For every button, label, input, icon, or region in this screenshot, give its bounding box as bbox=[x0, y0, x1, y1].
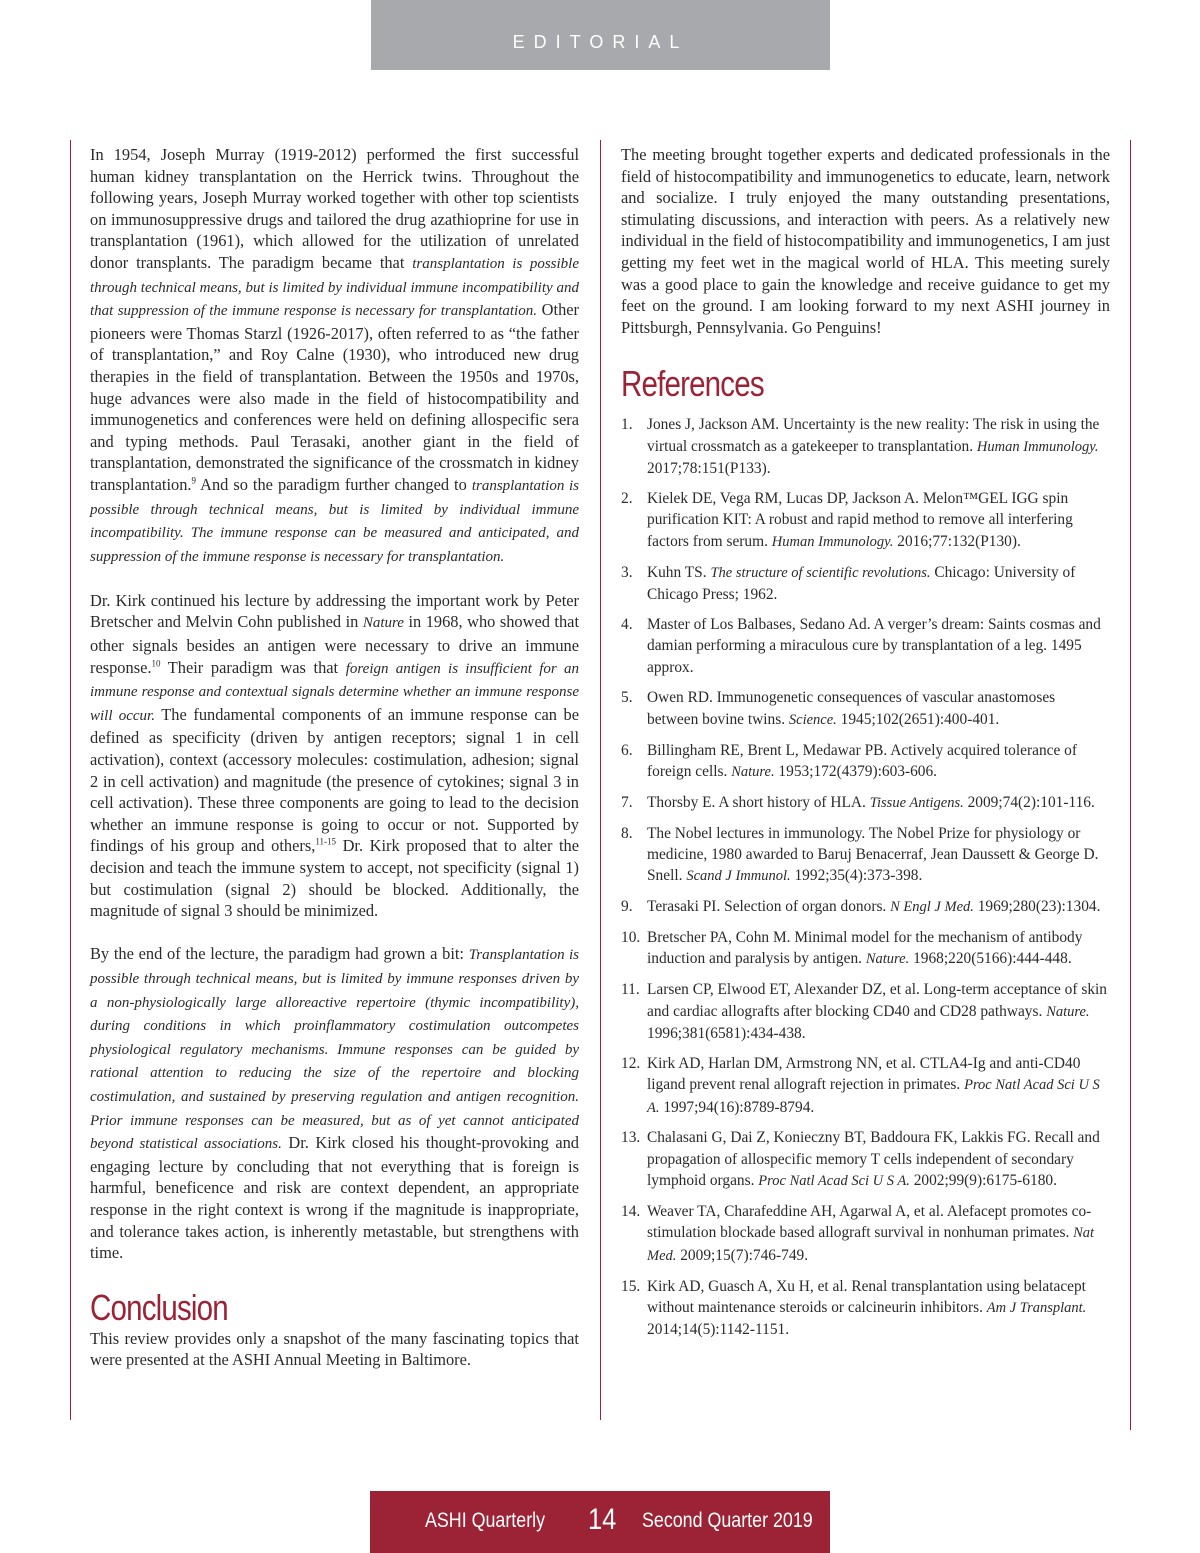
reference-item bbox=[621, 1127, 1110, 1192]
reference-number: 14. bbox=[621, 1203, 641, 1221]
reference-item bbox=[621, 562, 1110, 606]
reference-number: 11. bbox=[621, 981, 640, 999]
reference-number: 8. bbox=[621, 824, 633, 842]
reference-number: 13. bbox=[621, 1129, 641, 1147]
reference-number: 15. bbox=[621, 1277, 641, 1295]
reference-text: Owen RD. Immunogenetic consequences of vascular anastomoses between bovine twins. Science. 1945;102(2651):400-401. bbox=[647, 689, 1056, 728]
reference-number: 2. bbox=[621, 489, 633, 507]
reference-item bbox=[621, 979, 1110, 1044]
reference-number: 10. bbox=[621, 928, 641, 946]
reference-number: 5. bbox=[621, 689, 633, 707]
reference-number: 4. bbox=[621, 615, 633, 633]
right-column bbox=[621, 144, 1110, 1349]
reference-number: 1. bbox=[621, 416, 633, 434]
reference-text: The Nobel lectures in immunology. The Nobel Prize for physiology or medicine, 1980 awarded to Baruj Benacerraf, Jean Daussett & George D. Snell. Scand J Immunol. 1992;35(4):373-398. bbox=[647, 824, 1099, 885]
reference-item bbox=[621, 614, 1110, 679]
left-column-rule bbox=[70, 140, 71, 1420]
reference-item bbox=[621, 740, 1110, 784]
publication-name: ASHI Quarterly bbox=[425, 1509, 546, 1532]
issue-date: Second Quarter 2019 bbox=[642, 1509, 813, 1532]
reference-number: 3. bbox=[621, 563, 633, 581]
reference-text: Larsen CP, Elwood ET, Alexander DZ, et al. Long-term acceptance of skin and cardiac allografts after blocking CD40 and CD28 pathways. Nature. 1996;381(6581):434-438. bbox=[647, 981, 1107, 1042]
reference-item bbox=[621, 896, 1110, 918]
reference-item bbox=[621, 488, 1110, 553]
reference-text: Bretscher PA, Cohn M. Minimal model for the mechanism of antibody induction and paralysis by antigen. Nature. 1968;220(5166):444-448. bbox=[647, 928, 1083, 968]
reference-number: 12. bbox=[621, 1054, 641, 1072]
left-column bbox=[90, 144, 579, 1371]
reference-item bbox=[621, 1276, 1110, 1341]
reference-text: Kirk AD, Harlan DM, Armstrong NN, et al. CTLA4-Ig and anti-CD40 ligand prevent renal allograft rejection in primates. Proc Natl Acad Sci U S A. 1997;94(16):8789-8794. bbox=[647, 1054, 1100, 1116]
conclusion-heading: Conclusion bbox=[90, 1286, 228, 1328]
reference-number: 6. bbox=[621, 741, 633, 759]
paragraph-history: In 1954, Joseph Murray (1919-2012) performed the first successful human kidney transplantation on the Herrick twins. Throughout the following years, Joseph Murray worked together with other top scientists on immunosuppressive drugs and tailored the drug azathioprine for use in transplantation (1961), which allowed for the utilization of unrelated donor transplants. The paradigm became that transplantation is possible through technical means, but is limited by individual immune incompatibility and that suppression of the immune response is necessary for transplantation. Other pioneers were Thomas Starzl (1926-2017), often referred to as “the father of transplantation,” and Roy Calne (1930), who introduced new drug therapies in the field of transplantation. Between the 1950s and 1970s, huge advances were also made in the field of histocompatibility and immunogenetics and conferences were held on defining allospecific sera and typing methods. Paul Terasaki, another giant in the field of transplantation, demonstrated the significance of the crossmatch in kidney transplantation.$^9$ And so the paradigm further changed to transplantation is possible through technical means, but is limited by individual immune incompatibility. The immune response can be measured and anticipated, and suppression of the immune response is necessary for transplantation. bbox=[90, 145, 580, 565]
paragraph-paradigm-growth: By the end of the lecture, the paradigm had grown a bit: Transplantation is possible through technical means, but is limited by immune responses driven by a non-physiologically large alloreactive repertoire (thymic incompatibility), during conditions in which proinflammatory costimulation outcompetes physiological regulatory mechanisms. Immune responses can be guided by rational attention to reducing the size of the repertoire and blocking costimulation, and sustained by preserving regulation and antigen recognition. Prior immune responses can be measured, but as of yet cannot anticipated beyond statistical associations. Dr. Kirk closed his thought-provoking and engaging lecture by concluding that not everything that is foreign is harmful, beneficence and risk are context dependent, an appropriate response in the right context is wrong if the magnitude is inappropriate, and tolerance takes action, is inherently metastable, but strengthens with time. bbox=[90, 944, 579, 1263]
reference-text: Kirk AD, Guasch A, Xu H, et al. Renal transplantation using belatacept without maintenance steroids or calcineurin inhibitors. Am J Transplant. 2014;14(5):1142-1151. bbox=[647, 1277, 1087, 1339]
reference-number: 9. bbox=[621, 898, 633, 916]
reference-text: Jones J, Jackson AM. Uncertainty is the new reality: The risk in using the virtual crossmatch as a gatekeeper to transplantation. Human Immunology. 2017;78:151(P133). bbox=[647, 416, 1100, 478]
reference-text: Thorsby E. A short history of HLA. Tissue Antigens. 2009;74(2):101-116. bbox=[647, 793, 1095, 811]
reference-text: Kielek DE, Vega RM, Lucas DP, Jackson A. Melon™GEL IGG spin purification KIT: A robust and rapid method to remove all interfering factors from serum. Human Immunology. 2016;77:132(P130). bbox=[647, 489, 1073, 550]
reference-item bbox=[621, 687, 1110, 731]
reference-item bbox=[621, 823, 1110, 888]
reference-text: Terasaki PI. Selection of organ donors. N Engl J Med. 1969;280(23):1304. bbox=[647, 898, 1101, 916]
references-list bbox=[621, 414, 1110, 1341]
section-label: EDITORIAL bbox=[512, 31, 689, 52]
conclusion-paragraph: This review provides only a snapshot of the many fascinating topics that were presented at the ASHI Annual Meeting in Baltimore. bbox=[90, 1328, 579, 1370]
reference-text: Billingham RE, Brent L, Medawar PB. Actively acquired tolerance of foreign cells. Nature. 1953;172(4379):603-606. bbox=[647, 741, 1077, 780]
center-column-rule bbox=[600, 140, 601, 1420]
paragraph-kirk-lecture: Dr. Kirk continued his lecture by addressing the important work by Peter Bretscher and Melvin Cohn published in Nature in 1968, who showed that other signals besides an antigen were necessary to drive an immune response.$^{10}$ Their paradigm was that foreign antigen is insufficient for an immune response and contextual signals determine whether an immune response will occur. The fundamental components of an immune response can be defined as specificity (driven by antigen receptors; signal 1 in cell activation), context (accessory molecules: costimulation, adhesion; signal 2 in cell activation) and magnitude (the presence of cytokines; signal 3 in cell activation). These three components are going to lead to the decision whether an immune response is going to occur or not. Supported by findings of his group and others,$^{11-15}$ Dr. Kirk proposed that to alter the decision and teach the immune system to accept, not specificity (signal 1) but costimulation (signal 2) should be blocked. Additionally, the magnitude of signal 3 should be minimized. bbox=[90, 590, 580, 921]
section-header-band bbox=[371, 0, 830, 70]
page-number: 14 bbox=[588, 1503, 617, 1536]
reference-item bbox=[621, 1053, 1110, 1119]
reference-text: Weaver TA, Charafeddine AH, Agarwal A, et al. Alefacept promotes co-stimulation blockade based allograft survival in nonhuman primates. Nat Med. 2009;15(7):746-749. bbox=[647, 1203, 1095, 1264]
right-column-rule bbox=[1130, 140, 1131, 1430]
reference-text: Master of Los Balbases, Sedano Ad. A verger’s dream: Saints cosmas and damian performing a miraculous cure by transplantation of a leg. 1495 approx. bbox=[647, 615, 1101, 676]
reference-item bbox=[621, 414, 1110, 479]
reference-text: Chalasani G, Dai Z, Konieczny BT, Baddoura FK, Lakkis FG. Recall and propagation of allospecific memory T cells independent of secondary lymphoid organs. Proc Natl Acad Sci U S A. 2002;99(9):6175-6180. bbox=[647, 1129, 1100, 1190]
reference-item bbox=[621, 927, 1110, 971]
footer-band bbox=[370, 1491, 830, 1553]
references-heading: References bbox=[621, 363, 764, 405]
reference-number: 7. bbox=[621, 793, 633, 811]
paragraph-meeting: The meeting brought together experts and dedicated professionals in the field of histocompatibility and immunogenetics to educate, learn, network and socialize. I truly enjoyed the many outstanding presentations, stimulating discussions, and interaction with peers. As a relatively new individual in the field of histocompatibility and immunogenetics, I am just getting my feet wet in the magical world of HLA. This meeting surely was a good place to gain the knowledge and receive guidance to get my feet on the ground. I am looking forward to my next ASHI journey in Pittsburgh, Pennsylvania. Go Penguins! bbox=[621, 145, 1110, 337]
reference-item bbox=[621, 792, 1110, 814]
reference-text: Kuhn TS. The structure of scientific revolutions. Chicago: University of Chicago Press; 1962. bbox=[647, 563, 1076, 603]
reference-item bbox=[621, 1201, 1110, 1267]
